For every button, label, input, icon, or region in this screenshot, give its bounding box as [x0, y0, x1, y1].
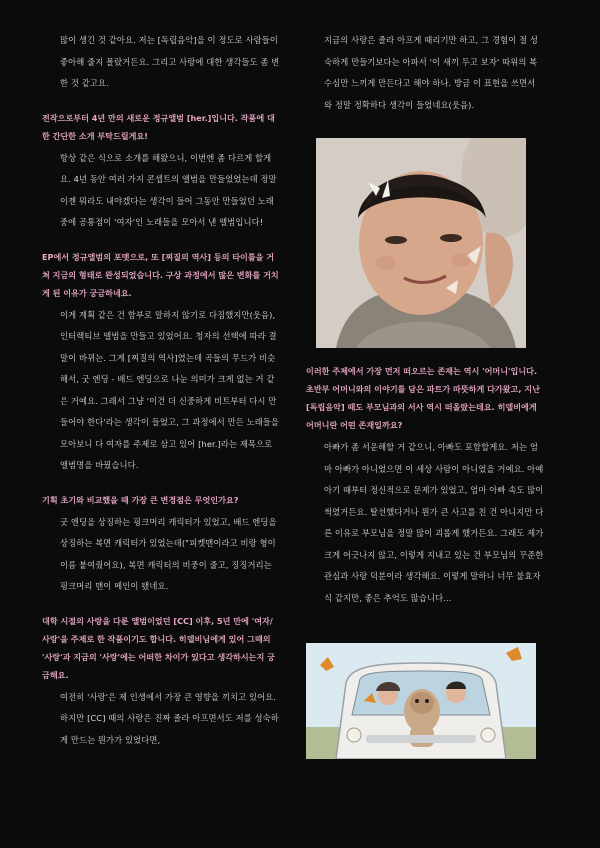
paragraph-intro-continued: 많이 생긴 것 같아요. 저는 [독립음악]을 이 정도로 사람들이 좋아해 줄지 몰랐거든요. 그리고 사랑에 대한 생각들도 좀 변한 것 같고요.	[60, 35, 280, 88]
portrait-photo-graphic	[316, 138, 526, 348]
question-mother: 이러한 주제에서 가장 먼저 떠오르는 존재는 역시 '어머니'입니다. 초반부 어머니와의 이야기를 담은 파트가 따뜻하게 다가왔고, 지난 [독립음악] 때도 부모님과의 서사 역시 떠올랐는데요. 히델비에게 어머니란 어떤 존재일까요?	[306, 366, 540, 430]
answer-biggest-change: 굿 엔딩을 상징하는 핑크머리 캐릭터가 있었고, 배드 엔딩을 상징하는 복면 캐릭터가 있었는데("피켓맨이라고 비랑 형이 이름 붙여줬어요), 복면 캐릭터의 비중이 줄고, 징징거리는 핑크머리 맨이 메인이 됐네요.	[60, 516, 277, 591]
right-column	[306, 30, 544, 759]
car-illustration-graphic	[306, 643, 536, 759]
question-format-change: EP에서 정규앨범의 포맷으로, 또 [찌질의 역사] 등의 타이틀을 거쳐 지금의 형태로 완성되었습니다. 구상 과정에서 많은 변화를 거치게 된 이유가 궁금하네요.	[42, 251, 279, 298]
left-column	[42, 30, 280, 751]
answer-love-then-now: 여전히 '사랑'은 제 인생에서 가장 큰 영향을 끼치고 있어요. 하지만 [CC] 때의 사랑은 진짜 졸라 아프면서도 저를 성숙하게 만드는 뭔가가 있었다면,	[60, 691, 279, 745]
answer-new-album: 항상 같은 식으로 소개를 해왔으니, 이번엔 좀 다르게 할게요. 4년 동안 여러 가지 콘셉트의 앨범을 만들었었는데 정말 이젠 뭐라도 내야겠다는 생각이 들어 그동안 만들었던 노래 중에 공통점이 '여자'인 노래들을 모아서 낸 앨범입니다!	[60, 152, 277, 227]
answer-mother: 아빠가 좀 서운해할 거 같으니, 아빠도 포함할게요. 저는 엄마 아빠가 아니었으면 이 세상 사람이 아니었을 거예요. 아예 아기 때부터 정신적으로 문제가 있었고, 엄마 아빠 속도 많이 썩였거든요. 탈선했다거나 뭔가 큰 사고를 친 건 아니지만 다른 이유로 부모님을 정말 많이 괴롭게 했거든요. 그래도 제가 크게 어긋나지 않고, 이렇게 지내고 있는 건 부모님의 꾸준한 관심과 사랑 덕분이라 생각해요. 이렇게 말하니 너무 불효자식 같지만, 좋은 추억도 많습니다…	[324, 442, 544, 603]
question-love-then-now: 대학 시절의 사랑을 다룬 앨범이었던 [CC] 이후, 5년 만에 '여자/사랑'을 주제로 한 작품이기도 합니다. 히델비님에게 있어 그때의 '사랑'과 지금의 '사랑'에는 어떠한 차이가 있다고 생각하시는지 궁금해요.	[42, 615, 275, 680]
question-biggest-change: 기획 초기와 비교했을 때 가장 큰 변경점은 무엇인가요?	[42, 494, 239, 505]
paragraph-love-continued: 지금의 사랑은 졸라 아프게 때리기만 하고, 그 경험이 절 성숙하게 만들기보다는 아파서 '이 새끼 두고 보자' 따위의 복수심만 느끼게 만든다고 해야 하나. 방금 이 표현을 쓰면서 와 정말 정확하다 생각이 들었네요(웃음).	[324, 35, 539, 110]
car-illustration	[306, 643, 536, 759]
question-new-album: 전작으로부터 4년 만의 새로운 정규앨범 [her.]입니다. 작품에 대한 간단한 소개 부탁드릴게요!	[42, 112, 275, 141]
answer-format-change: 이게 계획 같은 건 함부로 말하지 않기로 다짐했지만(웃음), 인터랙티브 앨범을 만들고 있었어요. 청자의 선택에 따라 결말이 바뀌는. 그게 [찌질의 역사]였는데 곡들의 무드가 비슷해서, 굿 엔딩 - 배드 엔딩으로 나눈 의미가 크게 없는 거 같은 거예요. 그래서 그냥 '이건 더 신중하게 비트부터 다시 만들어야 한다'라는 생각이 들었고, 그 과정에서 만든 노래들을 모아보니 다 여자를 주제로 삼고 있어 [her.]라는 제목으로 앨범명을 바꿨습니다.	[60, 309, 280, 470]
portrait-photo	[316, 138, 526, 348]
